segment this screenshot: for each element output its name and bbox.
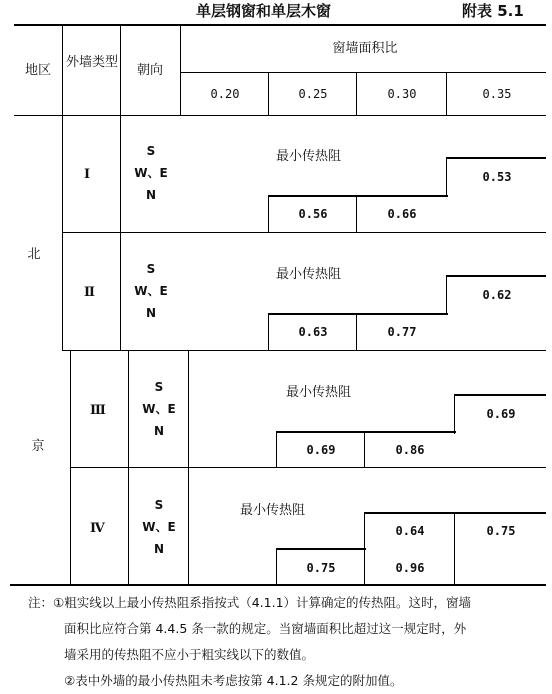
header-col-line <box>446 72 447 116</box>
orientation-s: S <box>154 380 164 394</box>
cell-line <box>356 195 357 232</box>
header-col-line <box>120 24 121 116</box>
orientation-n: N <box>145 188 157 202</box>
orientation-we: W、E <box>134 166 168 180</box>
table-reference: 附表 5.1 <box>462 2 524 20</box>
orientation-s: S <box>146 144 156 158</box>
cell-line <box>364 431 365 467</box>
row-divider <box>70 467 546 468</box>
table-top-border <box>14 24 546 26</box>
value-1-upper-035: 0.53 <box>482 170 512 184</box>
orientation-s: S <box>154 498 164 512</box>
thick-boundary <box>454 394 546 396</box>
header-ratio-035: 0.35 <box>482 87 512 101</box>
cell-line <box>356 313 357 350</box>
notes-block <box>28 590 548 694</box>
thick-boundary <box>268 195 448 197</box>
wall-type-2: Ⅱ <box>84 285 95 300</box>
table-bottom-border <box>10 584 546 586</box>
value-3-lower-030: 0.86 <box>395 443 425 457</box>
header-col-line <box>268 72 269 116</box>
region-label-bei: 北 <box>27 247 41 262</box>
thick-boundary <box>364 512 546 514</box>
note-2: ②表中外墙的最小传热阻未考虑按第 4.1.2 条规定的附加值。 <box>64 673 403 688</box>
cell-line <box>454 548 455 585</box>
orientation-we: W、E <box>142 402 176 416</box>
header-region: 地区 <box>24 63 51 78</box>
orientation-n: N <box>153 424 165 438</box>
thick-boundary <box>454 394 455 434</box>
value-1-lower-030: 0.66 <box>387 207 417 221</box>
header-col-line <box>62 24 63 116</box>
cell-line <box>268 313 269 350</box>
value-3-lower-025: 0.69 <box>306 443 336 457</box>
header-col-line <box>356 72 357 116</box>
min-resistance-label-3: 最小传热阻 <box>286 385 352 400</box>
cell-line <box>276 548 277 585</box>
value-1-lower-025: 0.56 <box>298 207 328 221</box>
region-label-jing: 京 <box>31 439 45 454</box>
value-2-lower-025: 0.63 <box>298 325 328 339</box>
value-2-lower-030: 0.77 <box>387 325 417 339</box>
header-orientation: 朝向 <box>136 63 163 78</box>
wall-type-4: Ⅳ <box>90 521 105 536</box>
thick-boundary <box>446 157 546 159</box>
value-3-upper-035: 0.69 <box>486 407 516 421</box>
orientation-we: W、E <box>134 284 168 298</box>
thick-boundary <box>268 313 448 315</box>
min-resistance-label-1: 最小传热阻 <box>276 149 342 164</box>
header-wall-type: 外墙类型 <box>66 55 119 70</box>
value-4-lower-025: 0.75 <box>306 561 336 575</box>
note-1-line-1: ①粗实线以上最小传热阻系指按式（4.1.1）计算确定的传热阻。这时，窗墙 <box>53 595 472 610</box>
row-divider <box>62 350 546 351</box>
header-divider <box>180 72 546 73</box>
cell-line <box>268 195 269 232</box>
wall-type-3: Ⅲ <box>90 403 106 418</box>
orientation-we: W、E <box>142 520 176 534</box>
value-4-upper-035: 0.75 <box>486 524 516 538</box>
thick-boundary <box>446 157 447 197</box>
note-1-line-2: 面积比应符合第 4.4.5 条一款的规定。当窗墙面积比超过这一规定时，外 <box>64 621 467 636</box>
orientation-n: N <box>145 306 157 320</box>
note-1-line-3: 墙采用的传热阻不应小于粗实线以下的数值。 <box>64 647 315 662</box>
value-2-upper-035: 0.62 <box>482 288 512 302</box>
header-bottom-border <box>14 115 546 116</box>
orientation-s: S <box>146 262 156 276</box>
min-resistance-label-2: 最小传热阻 <box>276 267 342 282</box>
cell-line <box>276 431 277 467</box>
table-title: 单层钢窗和单层木窗 <box>196 2 332 20</box>
orientation-4 <box>130 494 188 560</box>
orientation-3 <box>130 376 188 442</box>
cell-line <box>454 512 455 550</box>
thick-boundary <box>276 548 366 550</box>
notes-prefix: 注： <box>28 595 54 610</box>
orientation-n: N <box>153 542 165 556</box>
header-ratio-025: 0.25 <box>298 87 328 101</box>
thick-boundary <box>446 275 546 277</box>
orientation-1 <box>122 140 180 206</box>
header-ratio-030: 0.30 <box>387 87 417 101</box>
row-divider <box>62 232 546 233</box>
orientation-2 <box>122 258 180 324</box>
thick-boundary <box>276 431 456 433</box>
cell-line <box>364 548 365 585</box>
min-resistance-label-4: 最小传热阻 <box>240 503 306 518</box>
value-4-upper-030: 0.64 <box>395 524 425 538</box>
thick-boundary <box>364 512 365 550</box>
value-4-lower-030: 0.96 <box>395 561 425 575</box>
header-ratio-020: 0.20 <box>210 87 240 101</box>
thick-boundary <box>446 275 447 315</box>
header-ratio-group: 窗墙面积比 <box>332 41 398 56</box>
header-col-line <box>180 24 181 116</box>
wall-type-1: Ⅰ <box>84 167 91 182</box>
